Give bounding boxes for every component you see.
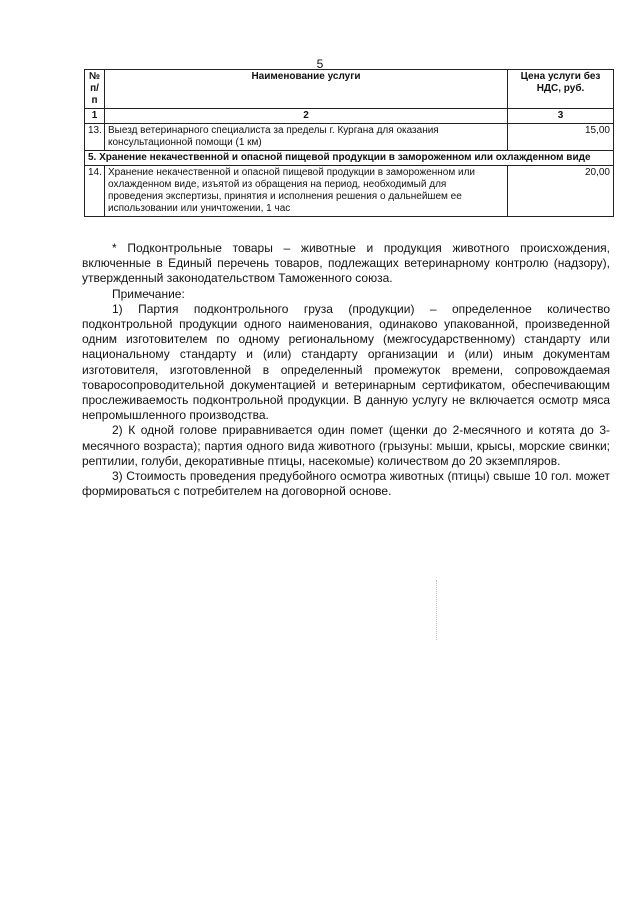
note-item-1: 1) Партия подконтрольного груза (продукции) – определенное количество подконтрольной продукции одного наименования, одинаково упакованной, произведенной одним изготовителем по одному региональному (межгосударственному) стандарту или национальному стандарту и (или) стандарту организации и (или) иным документам изготовителя, изготовленной в определенный промежуток времени, сопровождаемая товаросопроводительной документацией и ветеринарным сертификатом, обеспечивающим прослеживаемость подконтрольной продукции. В данную услугу не включается осмотр мяса непромышленного производства. <box>82 301 610 423</box>
row-price: 15,00 <box>508 124 614 151</box>
note-item-3: 3) Стоимость проведения предубойного осмотра животных (птицы) свыше 10 гол. может формироваться с потребителем на договорной основе. <box>82 469 610 499</box>
header-price: Цена услуги без НДС, руб. <box>508 70 614 109</box>
notes-block <box>82 241 610 499</box>
header-num: № п/п <box>85 70 105 109</box>
index-cell-3: 3 <box>508 109 614 124</box>
section-title: 5. Хранение некачественной и опасной пищевой продукции в замороженном или охлажденном виде <box>85 151 614 166</box>
index-cell-2: 2 <box>105 109 508 124</box>
note-item-2: 2) К одной голове приравнивается один помет (щенки до 2-месячного и котята до 3-месячного возраста); партия одного вида животного (грызуны: мыши, крысы, морские свинки; рептилии, голуби, декоративные птицы, насекомые) количеством до 20 экземпляров. <box>82 423 610 468</box>
row-num: 13. <box>85 124 105 151</box>
table-row <box>85 124 614 151</box>
section-row <box>85 151 614 166</box>
page-number: 5 <box>316 57 324 71</box>
table-row <box>85 166 614 217</box>
header-name: Наименование услуги <box>105 70 508 109</box>
row-num: 14. <box>85 166 105 217</box>
index-cell-1: 1 <box>85 109 105 124</box>
row-name: Хранение некачественной и опасной пищевой продукции в замороженном или охлажденном виде, изъятой из обращения на период, необходимый для проведения экспертизы, принятия и исполнения решения о дальнейшем ее использовании или уничтожении, 1 час <box>105 166 508 217</box>
footnote: * Подконтрольные товары – животные и продукция животного происхождения, включенные в Единый перечень товаров, подлежащих ветеринарному контролю (надзору), утвержденный законодательством Таможенного союза. <box>82 241 610 286</box>
row-name: Выезд ветеринарного специалиста за пределы г. Кургана для оказания консультационной помощи (1 км) <box>105 124 508 151</box>
scan-artifact-dots <box>436 580 439 640</box>
services-price-table <box>84 69 614 217</box>
remark-label: Примечание: <box>112 286 185 301</box>
row-price: 20,00 <box>508 166 614 217</box>
